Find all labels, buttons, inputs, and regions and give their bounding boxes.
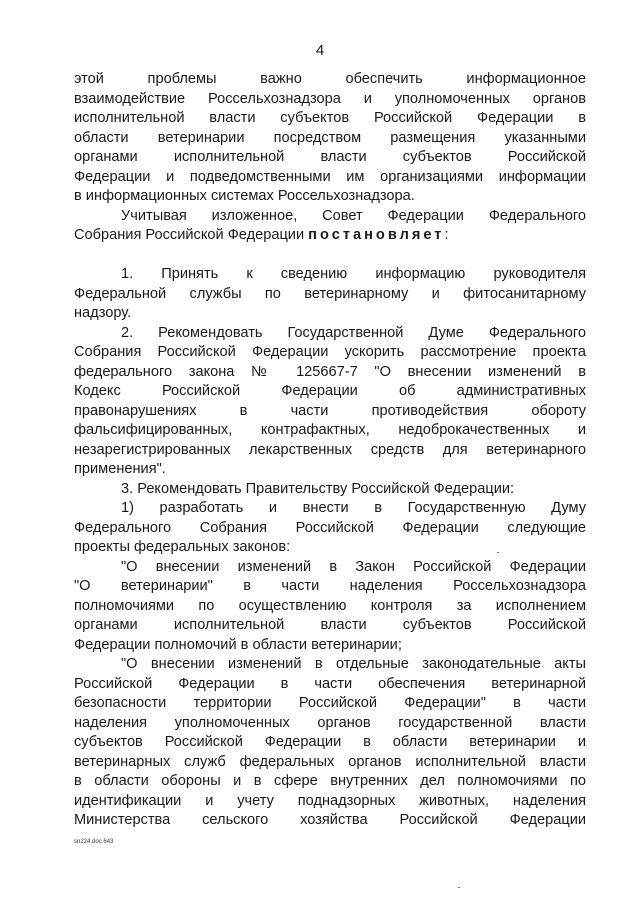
text-line: Федерации и подведомственными им организациями информации [74,168,586,185]
text-line: органами исполнительной власти субъектов Российской [74,149,586,165]
text-line: Российской Федерации в части обеспечения ветеринарной [74,675,586,692]
text-line: 1) разработать и внести в Государственную Думу [121,500,586,516]
text-line: 3. Рекомендовать Правительству Российской Федерации: [121,480,515,497]
text-line: полномочиями по осуществлению контроля за исполнением [74,597,586,614]
resolution-keyword: постановляет [308,227,445,243]
blank-line [74,246,586,266]
text-line: "О внесении изменений в отдельные законодательные акты [121,656,586,672]
text-line: Федеральной службы по ветеринарному и фитосанитарному [74,285,586,302]
text-line: Федерации полномочий в области ветеринарии; [74,636,402,653]
law-proposal-2 [74,655,586,831]
text-line: проекты федеральных законов: [74,539,291,555]
scan-speck [458,887,460,888]
scan-speck [497,552,499,553]
text-line: Министерства сельского хозяйства Российской Федерации [74,812,586,828]
law-proposal-1 [74,558,586,656]
text-line: фальсифицированных, контрафактных, недоброкачественных и [74,422,586,438]
text-line: Федерального Собрания Российской Федерации следующие [74,519,586,536]
file-footer: sn224.doc 643 [74,839,114,845]
text-line: 2. Рекомендовать Государственной Думе Федерального [121,324,586,341]
text-line: правонарушениях в части противодействия обороту [74,402,586,419]
text-line: органами исполнительной власти субъектов Российской [74,617,586,633]
text-line: "О ветеринарии" в части наделения Россельхознадзора [74,578,586,594]
text-line: применения". [74,461,166,477]
item-2 [74,324,586,480]
text-line: безопасности территории Российской Федерации" в части [74,695,586,711]
document-body [74,70,586,831]
text-line: надзору. [74,305,132,321]
resolution-prefix: Собрания Российской Федерации [74,227,309,243]
text-line: Собрания Российской Федерации ускорить рассмотрение проекта [74,344,586,360]
text-line [74,226,586,246]
text-line: субъектов Российской Федерации в области ветеринарии и [74,734,586,750]
text-line: взаимодействие Россельхознадзора и уполномоченных органов [74,90,586,107]
text-line: исполнительной власти субъектов Российской Федерации в [74,110,586,126]
text-line: идентификации и учету поднадзорных животных, наделения [74,792,586,809]
text-line: области ветеринарии посредством размещения указанными [74,129,586,146]
text-line: в области обороны и в сфере внутренних дел полномочиями по [74,773,586,789]
text-line: Учитывая изложенное, Совет Федерации Федерального [121,207,586,224]
resolution-suffix: : [444,227,449,243]
text-line: 1. Принять к сведению информацию руководителя [121,266,586,282]
text-line: ветеринарных служб федеральных органов исполнительной власти [74,753,586,770]
paragraph-resolution [74,207,586,246]
text-line: незарегистрированных лекарственных средств для ветеринарного [74,441,586,458]
item-1 [74,265,586,324]
item-3 [74,480,586,558]
paragraph-problem [74,70,586,207]
text-line: федерального закона № 125667-7 "О внесении изменений в [74,363,586,380]
text-line: наделения уполномоченных органов государственной власти [74,714,586,731]
page-number: 4 [315,42,325,59]
text-line: Кодекс Российской Федерации об административных [74,383,586,399]
text-line: в информационных системах Россельхознадзора. [74,188,415,204]
text-line: "О внесении изменений в Закон Российской Федерации [121,558,586,575]
text-line: этой проблемы важно обеспечить информационное [74,71,586,87]
